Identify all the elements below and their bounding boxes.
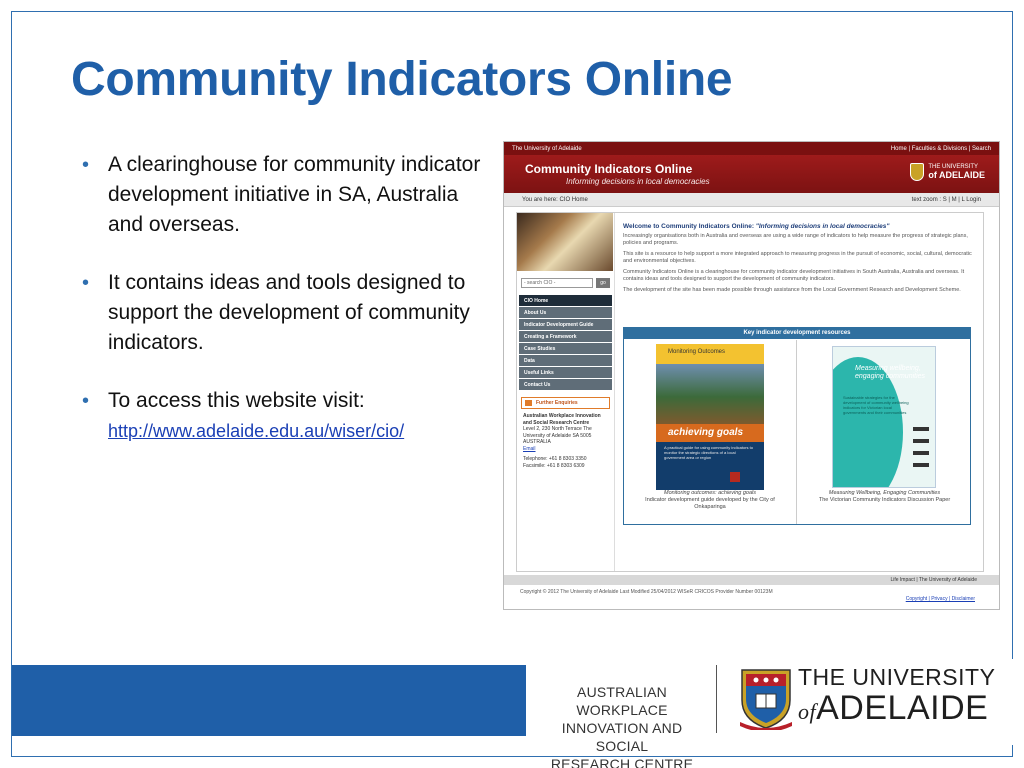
website-body	[516, 212, 984, 572]
uni-name-adelaide: ADELAIDE	[816, 689, 989, 727]
book2-caption-text: The Victorian Community Indicators Discussion Paper	[818, 497, 951, 503]
bullet-list	[78, 150, 488, 474]
awirc-line-1: AUSTRALIAN WORKPLACE	[576, 684, 668, 718]
intro-paragraph-3: Community Indicators Online is a clearinghouse for community indicator development initiatives in South Australia, Australia and overseas. It contains ideas and tools designed to support the development of community indicators.	[623, 269, 965, 282]
welcome-lead: Welcome to Community Indicators Online:	[623, 223, 754, 230]
book2-caption	[804, 490, 965, 504]
intro-paragraph-2: This site is a resource to help support a more integrated approach to measuring progress in the pursuit of economic, social, cultural, democratic and environmental objectives.	[623, 251, 972, 264]
university-wordmark	[798, 664, 995, 730]
footer-links: Copyright | Privacy | Disclaimer	[905, 596, 975, 602]
welcome-heading	[623, 223, 979, 230]
site-tagline: Informing decisions in local democracies	[566, 177, 710, 186]
uni-name-of: of	[798, 699, 817, 724]
contact-phone: Telephone: +61 8 8303 3350 Facsimile: +61 8 8303 6309	[523, 456, 587, 469]
sidebar-photo	[517, 213, 613, 271]
nav-item-creating-framework: Creating a Framework	[519, 331, 612, 343]
nav-item-data: Data	[519, 355, 612, 367]
bullet-access-text: To access this website visit:	[108, 389, 365, 412]
site-uni-logo	[910, 163, 985, 181]
bullet-tools: • It contains ideas and tools designed to support the development of community indicators.	[78, 268, 488, 358]
bullet-clearinghouse: • A clearinghouse for community indicator development initiative in SA, Australia and overseas.	[78, 150, 488, 240]
website-header	[504, 155, 999, 193]
contact-org: Australian Workplace Innovation and Social Research Centre	[523, 413, 601, 426]
further-enquiries: Further Enquiries	[521, 397, 610, 409]
welcome-quote: "Informing decisions in local democracies"	[755, 223, 890, 230]
awirc-line-2: INNOVATION AND SOCIAL	[561, 720, 683, 754]
nav-item-cio-home: CIO Home	[519, 295, 612, 307]
logo-divider	[716, 665, 717, 733]
website-footbar: Life Impact | The University of Adelaide	[504, 575, 1000, 585]
book1-caption-title: Monitoring outcomes: achieving goals	[663, 490, 757, 496]
website-topbar	[504, 142, 999, 155]
sidebar-nav	[519, 295, 612, 391]
slide-title: Community Indicators Online	[71, 53, 733, 106]
sidebar-search	[521, 278, 610, 288]
uni-name-line1: THE UNIVERSITY	[798, 664, 996, 690]
search-input: - search CIO -	[521, 278, 593, 288]
uni-name-line2	[798, 690, 995, 730]
awirc-logo	[536, 683, 708, 768]
resource-measuring-wellbeing	[798, 340, 971, 524]
website-main	[623, 223, 979, 510]
contact-address: Level 2, 230 North Terrace The University of Adelaide SA 5005 AUSTRALIA	[523, 426, 592, 445]
book2-title: Measuring wellbeing, engaging communities	[855, 365, 926, 380]
book2-caption-title: Measuring Wellbeing, Engaging Communities	[828, 490, 941, 496]
website-sidebar	[517, 213, 615, 571]
site-title: Community Indicators Online	[525, 162, 693, 176]
nav-item-contact-us: Contact Us	[519, 379, 612, 391]
website-footer: Copyright © 2012 The University of Adelaide Last Modified 25/04/2012 WISeR CRICOS Provider Number 00123M	[520, 589, 773, 595]
crest-icon	[910, 163, 924, 181]
book-cover-measuring-wellbeing	[832, 346, 936, 488]
website-link[interactable]: http://www.adelaide.edu.au/wiser/cio/	[108, 421, 405, 441]
book2-subtitle: Sustainable strategies for the development of community wellbeing indicators for Victorian local governments and their communities	[843, 395, 909, 415]
website-screenshot	[503, 141, 1000, 610]
resources-box	[623, 327, 971, 525]
book1-caption-text: Indicator development guide developed by the City of Onkaparinga	[645, 497, 775, 510]
search-go-button: go	[596, 278, 610, 288]
resources-title: Key indicator development resources	[624, 328, 970, 339]
contact-email: Email	[523, 445, 536, 452]
book1-title: achieving goals	[656, 424, 764, 442]
intro-paragraph-4: The development of the site has been made possible through assistance from the Local Government Research and Development Scheme.	[623, 287, 961, 293]
text-zoom-controls: text zoom : S | M | L Login	[911, 196, 981, 203]
contact-details	[523, 413, 608, 469]
book1-caption	[630, 490, 790, 511]
breadcrumb-text: You are here: CIO Home	[522, 196, 588, 203]
book-cover-achieving-goals	[656, 344, 764, 490]
nav-item-indicator-guide: Indicator Development Guide	[519, 319, 612, 331]
topbar-university: The University of Adelaide	[512, 145, 582, 152]
university-crest-icon	[738, 666, 794, 730]
topbar-links: Home | Faculties & Divisions | Search	[890, 145, 991, 152]
book1-subtitle: A practical guide for using community indicators to monitor the strategic directions of a local government area or region	[664, 445, 753, 460]
awirc-line-3: RESEARCH CENTRE	[550, 756, 694, 768]
book1-photo	[656, 364, 764, 424]
nav-item-case-studies: Case Studies	[519, 343, 612, 355]
book1-top-text: Monitoring Outcomes	[656, 344, 764, 364]
resource-monitoring-outcomes	[624, 340, 797, 524]
nav-item-about-us: About Us	[519, 307, 612, 319]
nav-item-useful-links: Useful Links	[519, 367, 612, 379]
site-uni-line1: THE UNIVERSITY	[928, 164, 979, 170]
site-uni-line2: of ADELAIDE	[928, 170, 985, 180]
breadcrumb	[504, 193, 999, 207]
onkaparinga-logo-icon	[730, 472, 740, 482]
intro-paragraph-1: Increasingly organisations both in Australia and overseas are using a wide range of indicators to help measure the progress of strategic plans, policies and programs.	[623, 233, 968, 246]
bullet-access	[78, 386, 488, 446]
partner-logos-icon	[913, 427, 929, 475]
